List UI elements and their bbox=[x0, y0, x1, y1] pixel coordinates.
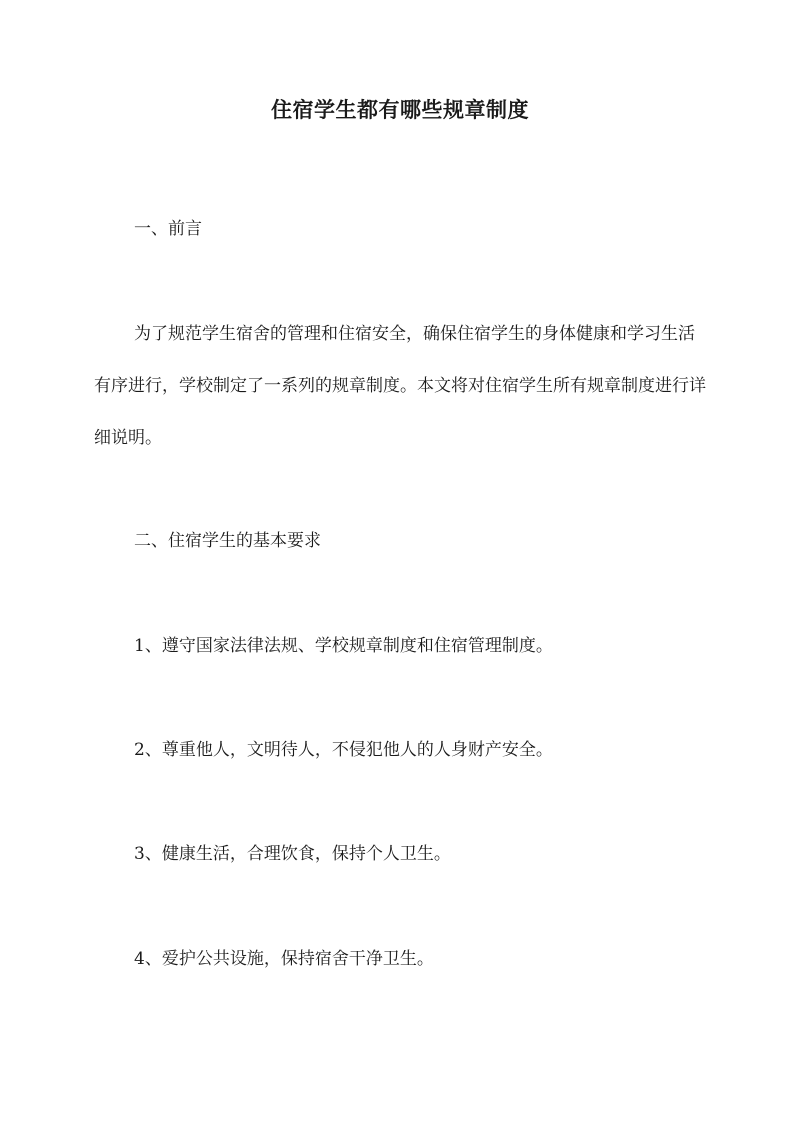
section-heading-basic-requirements: 二、住宿学生的基本要求 bbox=[134, 531, 321, 551]
requirement-item: 4、爱护公共设施，保持宿舍干净卫生。 bbox=[134, 949, 434, 969]
requirement-item: 3、健康生活，合理饮食，保持个人卫生。 bbox=[134, 844, 451, 864]
requirement-item: 2、尊重他人，文明待人，不侵犯他人的人身财产安全。 bbox=[134, 740, 553, 760]
document-title: 住宿学生都有哪些规章制度 bbox=[271, 97, 529, 122]
intro-paragraph: 为了规范学生宿舍的管理和住宿安全，确保住宿学生的身体健康和学习生活有序进行，学校制定了一系列的规章制度。本文将对住宿学生所有规章制度进行详细说明。 bbox=[94, 324, 706, 448]
requirement-item: 1、遵守国家法律法规、学校规章制度和住宿管理制度。 bbox=[134, 636, 553, 656]
section-heading-intro: 一、前言 bbox=[134, 219, 202, 239]
